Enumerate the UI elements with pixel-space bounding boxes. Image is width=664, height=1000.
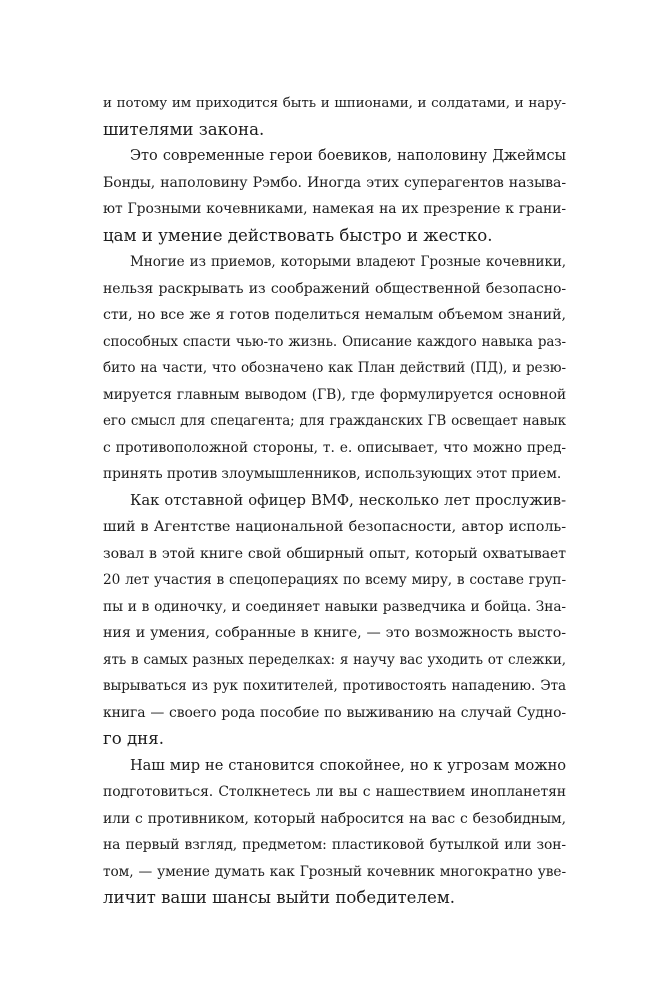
- text-line: ют Грозными кочевниками, намекая на их презрение к грани-: [103, 201, 566, 217]
- text-line: Наш мир не становится спокойнее, но к угрозам можно: [130, 756, 566, 774]
- text-line: или с противником, который набросится на вас с безобидным,: [103, 810, 566, 827]
- text-line: и потому им приходится быть и шпионами, и солдатами, и нару-: [103, 95, 566, 111]
- text-line: зовал в этой книге свой обширный опыт, который охватывает: [103, 545, 566, 562]
- text-line: Как отставной офицер ВМФ, несколько лет прослужив-: [130, 491, 566, 509]
- text-line: го дня.: [103, 729, 164, 748]
- paragraph-5: [103, 753, 566, 912]
- paragraph-1: [103, 90, 566, 143]
- text-line: с противоположной стороны, т. е. описывает, что можно пред-: [103, 439, 566, 456]
- text-line: личит ваши шансы выйти победителем.: [103, 888, 456, 907]
- text-line: на первый взгляд, предметом: пластиковой бутылкой или зон-: [103, 837, 566, 853]
- paragraph-2: [103, 143, 566, 249]
- text-line: вырываться из рук похитителей, противостоять нападению. Эта: [103, 678, 566, 694]
- text-line: сти, но все же я готов поделиться немалым объемом знаний,: [103, 307, 566, 323]
- text-line: книга — своего рода пособие по выживанию на случай Судно-: [103, 704, 566, 721]
- text-line: ять в самых разных переделках: я научу вас уходить от слежки,: [103, 651, 566, 668]
- text-line: ший в Агентстве национальной безопасности, автор исполь-: [103, 519, 566, 535]
- text-line: пы и в одиночку, и соединяет навыки разведчика и бойца. Зна-: [103, 598, 566, 615]
- paragraph-4: [103, 488, 566, 753]
- text-line: шителями закона.: [103, 119, 265, 139]
- text-line: способных спасти чью-то жизнь. Описание каждого навыка раз-: [103, 333, 566, 350]
- text-line: цам и умение действовать быстро и жестко.: [103, 225, 493, 245]
- text-line: ния и умения, собранные в книге, — это возможность высто-: [103, 625, 566, 641]
- text-line: мируется главным выводом (ГВ), где формулируется основной: [103, 386, 566, 403]
- text-line: Многие из приемов, которыми владеют Грозные кочевники,: [130, 254, 566, 270]
- text-line: том, — умение думать как Грозный кочевник многократно уве-: [103, 863, 566, 880]
- text-line: Это современные герои боевиков, наполовину Джеймсы: [130, 148, 566, 164]
- paragraph-3: [103, 249, 566, 488]
- text-line: нельзя раскрывать из соображений общественной безопасно-: [103, 280, 566, 297]
- text-line: 20 лет участия в спецоперациях по всему миру, в составе груп-: [103, 572, 566, 588]
- text-line: принять против злоумышленников, использующих этот прием.: [103, 466, 562, 482]
- text-line: бито на части, что обозначено как План действий (ПД), и резю-: [103, 360, 566, 376]
- text-line: его смысл для спецагента; для гражданских ГВ освещает навык: [103, 413, 566, 429]
- text-line: Бонды, наполовину Рэмбо. Иногда этих суперагентов называ-: [103, 174, 566, 191]
- text-line: подготовиться. Столкнетесь ли вы с нашествием инопланетян: [103, 784, 566, 800]
- book-page-text: [103, 90, 566, 912]
